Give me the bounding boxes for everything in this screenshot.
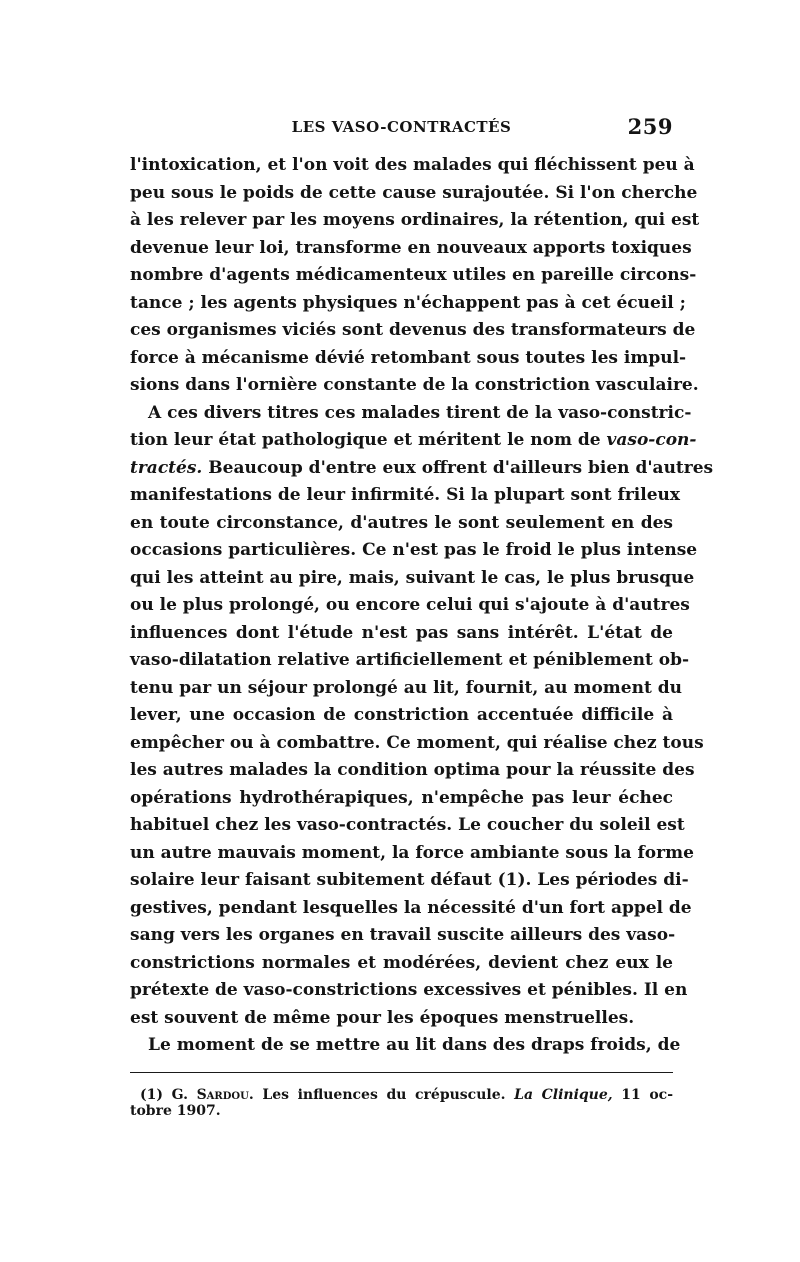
text-line: à les relever par les moyens ordinaires, la rétention, qui est	[130, 210, 700, 230]
text-line: tenu par un séjour prolongé au lit, fournit, au moment du	[130, 677, 682, 698]
text-line: force à mécanisme dévié retombant sous toutes les impul-	[130, 347, 687, 368]
text-line: solaire leur faisant subitement défaut (1). Les périodes di-	[130, 870, 689, 890]
text-line: prétexte de vaso-constrictions excessives et pénibles. Il en	[130, 980, 688, 1000]
footnote-divider	[130, 1072, 673, 1073]
text-line: en toute circonstance, d'autres le sont seulement en des	[130, 512, 673, 533]
text-line-with-italic	[130, 427, 697, 455]
footnote-date-start: 11 oc-	[621, 1086, 674, 1103]
text-line: vaso-dilatation relative artificiellement et péniblement ob-	[130, 650, 690, 670]
footnote-marker: (1)	[140, 1086, 163, 1103]
text-line: sang vers les organes en travail suscite ailleurs des vaso-	[130, 925, 676, 945]
text-line: devenue leur loi, transforme en nouveaux apports toxiques	[130, 237, 692, 258]
text-line: tance ; les agents physiques n'échappent pas à cet écueil ;	[130, 292, 686, 313]
footnote-author-name: Sardou.	[196, 1086, 254, 1103]
text-line: constrictions normales et modérées, devient chez eux le	[130, 952, 673, 973]
page-number: 259	[627, 114, 673, 139]
text-line: ou le plus prolongé, ou encore celui qui s'ajoute à d'autres	[130, 595, 690, 615]
text-line: Le moment de se mettre au lit dans des draps froids, de	[148, 1035, 681, 1055]
text-line: ces organismes viciés sont devenus des transformateurs de	[130, 320, 696, 340]
text-line: les autres malades la condition optima pour la réussite des	[130, 760, 695, 780]
text-line: sions dans l'ornière constante de la constriction vasculaire.	[130, 375, 699, 395]
text-line: l'intoxication, et l'on voit des malades qui fléchissent peu à	[130, 155, 695, 175]
text-line: nombre d'agents médicamenteux utiles en pareille circons-	[130, 265, 697, 285]
footnote-line: tobre 1907.	[130, 1102, 221, 1119]
text-line: manifestations de leur infirmité. Si la plupart sont frileux	[130, 485, 681, 505]
text-line-with-italic	[130, 455, 714, 483]
text-line: est souvent de même pour les époques menstruelles.	[130, 1007, 635, 1028]
footnote-title: Les influences du crépuscule.	[262, 1086, 506, 1103]
footnote-line	[130, 1087, 673, 1103]
text-line: peu sous le poids de cette cause surajoutée. Si l'on cherche	[130, 182, 698, 203]
text-line: lever, une occasion de constriction accentuée difficile à	[130, 705, 673, 725]
text-segment: Beaucoup d'entre eux offrent d'ailleurs bien d'autres	[208, 457, 714, 478]
body-text	[130, 152, 714, 1060]
text-line: qui les atteint au pire, mais, suivant le cas, le plus brusque	[130, 567, 695, 588]
text-line: empêcher ou à combattre. Ce moment, qui réalise chez tous	[130, 732, 704, 753]
running-header	[130, 112, 673, 142]
book-page	[130, 112, 714, 1119]
italic-term-end: tractés.	[130, 457, 203, 478]
text-segment: tion leur état pathologique et méritent le nom de	[130, 430, 601, 450]
footnote-author-initial: G.	[171, 1086, 188, 1103]
text-line: A ces divers titres ces malades tirent de la vaso-constric-	[148, 402, 692, 423]
text-line: gestives, pendant lesquelles la nécessité d'un fort appel de	[130, 897, 692, 918]
footnote-journal: La Clinique,	[514, 1086, 613, 1103]
text-line: habituel chez les vaso-contractés. Le coucher du soleil est	[130, 815, 685, 835]
text-line: un autre mauvais moment, la force ambiante sous la forme	[130, 842, 694, 863]
text-line: influences dont l'étude n'est pas sans intérêt. L'état de	[130, 622, 673, 643]
italic-term: vaso-con-	[606, 430, 697, 450]
text-line: opérations hydrothérapiques, n'empêche pas leur échec	[130, 787, 673, 808]
running-title: LES VASO-CONTRACTÉS	[291, 118, 512, 136]
footnote	[130, 1087, 673, 1119]
text-line: occasions particulières. Ce n'est pas le froid le plus intense	[130, 540, 698, 560]
